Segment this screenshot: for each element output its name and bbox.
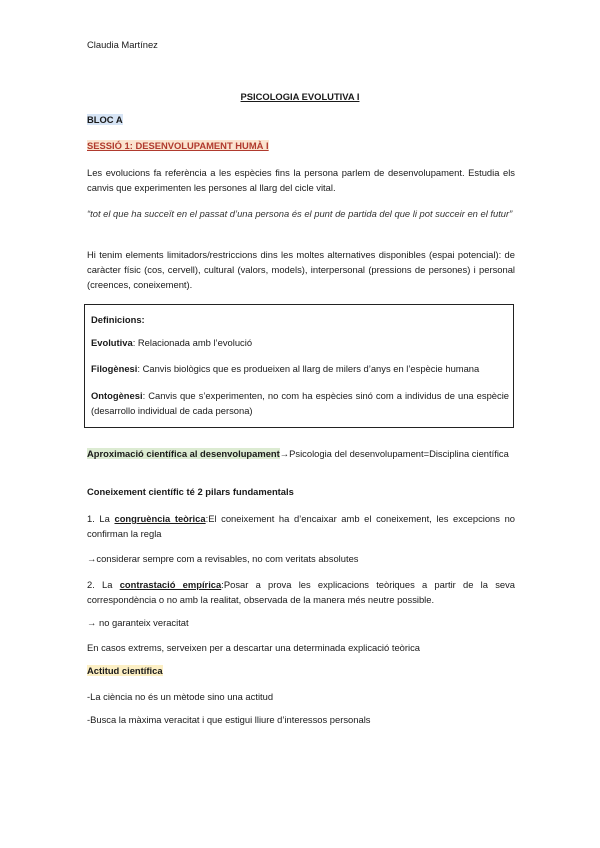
definition-text: : Canvis que s’experimenten, no com ha espècies sinó com a individus de una espècie (desarrollo individual de cada persona): [91, 390, 509, 416]
pilar1-note: →considerar sempre com a revisables, no com veritats absolutes: [87, 553, 359, 564]
elements-paragraph: Hi tenim elements limitadors/restriccions dins les moltes alternatives disponibles (espai potencial): de caràcter físic (cos, cervell), cultural (valors, models), interpersonal (pressions de persones) i personal (creences, coneixement).: [87, 249, 515, 290]
aproximacio-text: →Psicologia del desenvolupament=Disciplina científica: [279, 448, 509, 459]
definition-term: Evolutiva: [91, 337, 133, 348]
definition-evolutiva: [91, 335, 509, 350]
definition-text: : Canvis biològics que es produeixen al llarg de milers d’anys en l’espècie humana: [137, 363, 480, 374]
pilar-number: 1. La: [87, 513, 115, 524]
actitud-item: -Busca la màxima veracitat i que estigui lliure d’interessos personals: [87, 714, 371, 725]
definition-text: : Relacionada amb l’evolució: [132, 337, 253, 348]
bloc-line: [87, 112, 515, 127]
pilar-number: 2. La: [87, 579, 120, 590]
pilar-text: :El coneixement ha d’encaixar amb el coneixement, les excepcions no confirman la regla: [87, 513, 515, 539]
actitud-item: -La ciència no és un mètode sino una actitud: [87, 691, 274, 702]
author-name: Claudia Martínez: [87, 39, 158, 50]
page-title: PSICOLOGIA EVOLUTIVA I: [240, 91, 360, 102]
actitud-heading: Actitud científica: [87, 665, 163, 676]
definition-filogenesi: [91, 361, 509, 376]
pilar2-paragraph: [87, 577, 515, 607]
pilar-term: congruència teòrica: [114, 513, 206, 524]
pilar1-paragraph: [87, 511, 515, 541]
definition-ontogenesi: [91, 388, 509, 418]
aproximacio-paragraph: [87, 446, 515, 461]
intro-paragraph: Les evolucions fa referència a les espècies fins la persona parlem de desenvolupament. Estudia els canvis que experimenten les persones al llarg del cicle vital.: [87, 167, 515, 193]
quote-paragraph: “tot el que ha succeït en el passat d’una persona és el punt de partida del que li pot succeir en el futur”: [87, 208, 513, 219]
bloc-heading: BLOC A: [87, 114, 123, 125]
definition-term: Filogènesi: [91, 363, 138, 374]
pilar2-note: → no garanteix veracitat: [87, 617, 189, 628]
extrems-paragraph: En casos extrems, serveixen per a descartar una determinada explicació teòrica: [87, 642, 420, 653]
definition-term: Ontogènesi: [91, 390, 143, 401]
session-line: [87, 138, 515, 153]
pilars-heading: Coneixement científic té 2 pilars fundamentals: [87, 486, 294, 497]
definitions-heading: Definicions:: [91, 314, 145, 325]
session-heading: SESSIÓ 1: DESENVOLUPAMENT HUMÀ I: [87, 140, 269, 151]
pilar-term: contrastació empírica: [119, 579, 222, 590]
aproximacio-term: Aproximació científica al desenvolupament: [87, 448, 280, 459]
pilar-text: :Posar a prova les explicacions teòriques a partir de la seva correspondència o no amb la realitat, observada de la manera més neutre possible.: [87, 579, 515, 605]
definitions-box: [84, 304, 514, 428]
actitud-line: [87, 663, 515, 678]
